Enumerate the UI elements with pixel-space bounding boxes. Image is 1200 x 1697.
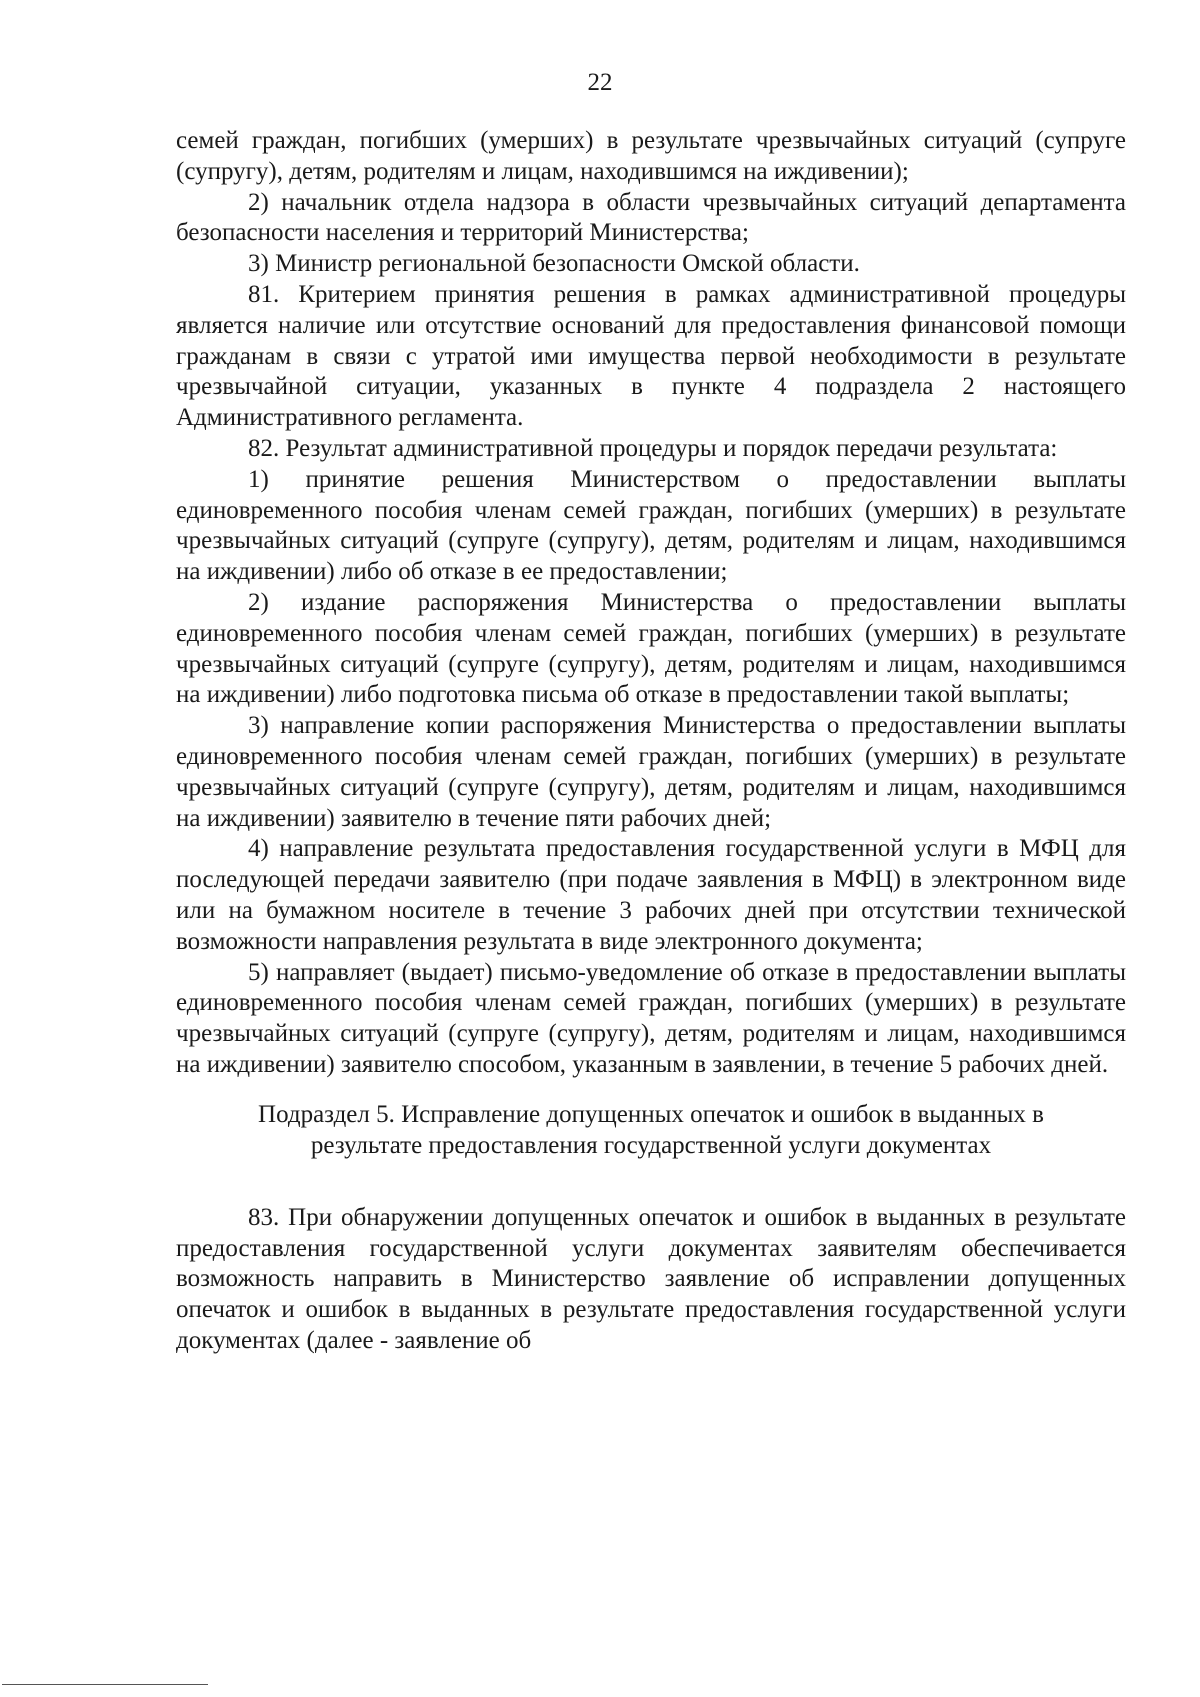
page-number: 22	[587, 69, 613, 96]
result-item-4: 4) направление результата предоставления государственной услуги в МФЦ для последующей передачи заявителю (при подаче заявления в МФЦ) в электронном виде или на бумажном носителе в течение 3 рабочих дней при отсутствии технической возможности направления результата в виде электронного документа;	[176, 835, 1126, 955]
paragraph-81: 81. Критерием принятия решения в рамках административной процедуры является наличие или отсутствие оснований для предоставления финансовой помощи гражданам в связи с утратой ими имущества первой необходимости в результате чрезвычайной ситуации, указанных в пункте 4 подраздела 2 настоящего Административного регламента.	[176, 280, 1126, 432]
list-item-2-head-of-supervision: 2) начальник отдела надзора в области чрезвычайных ситуаций департамента безопасности населения и территорий Министерства;	[176, 188, 1126, 247]
result-item-2: 2) издание распоряжения Министерства о предоставлении выплаты единовременного пособия членам семей граждан, погибших (умерших) в результате чрезвычайных ситуаций (супруге (супругу), детям, родителям и лицам, находившимся на иждивении) либо подготовка письма об отказе в предоставлении такой выплаты;	[176, 588, 1126, 709]
paragraph-continuation: семей граждан, погибших (умерших) в результате чрезвычайных ситуаций (супруге (супругу), детям, родителям и лицам, находившимся на иждивении);	[176, 127, 1126, 185]
subsection-5-heading	[176, 1099, 1126, 1161]
section-spacer	[176, 1161, 1126, 1203]
result-item-1: 1) принятие решения Министерством о предоставлении выплаты единовременного пособия членам семей граждан, погибших (умерших) в результате чрезвычайных ситуаций (супруге (супругу), детям, родителям и лицам, находившимся на иждивении) либо об отказе в ее предоставлении;	[176, 465, 1126, 586]
footer-rule	[2, 1684, 208, 1685]
subsection-heading-line-1: Подраздел 5. Исправление допущенных опечаток и ошибок в выданных в	[258, 1100, 1044, 1128]
result-item-5: 5) направляет (выдает) письмо-уведомление об отказе в предоставлении выплаты единовременного пособия членам семей граждан, погибших (умерших) в результате чрезвычайных ситуаций (супруге (супругу), детям, родителям и лицам, находившимся на иждивении) заявителю способом, указанным в заявлении, в течение 5 рабочих дней.	[176, 958, 1126, 1078]
list-item-3-minister: 3) Министр региональной безопасности Омской области.	[248, 250, 860, 278]
paragraph-82: 82. Результат административной процедуры и порядок передачи результата:	[248, 434, 1058, 462]
subsection-heading-line-2: результате предоставления государственной услуги документах	[310, 1131, 992, 1159]
document-body	[176, 126, 1126, 1357]
result-item-3: 3) направление копии распоряжения Министерства о предоставлении выплаты единовременного пособия членам семей граждан, погибших (умерших) в результате чрезвычайных ситуаций (супруге (супругу), детям, родителям и лицам, находившимся на иждивении) заявителю в течение пяти рабочих дней;	[176, 712, 1126, 832]
paragraph-83: 83. При обнаружении допущенных опечаток и ошибок в выданных в результате предоставления государственной услуги документах заявителям обеспечивается возможность направить в Министерство заявление об исправлении допущенных опечаток и ошибок в выданных в результате предоставления государственной услуги документах (далее - заявление об	[176, 1203, 1126, 1354]
